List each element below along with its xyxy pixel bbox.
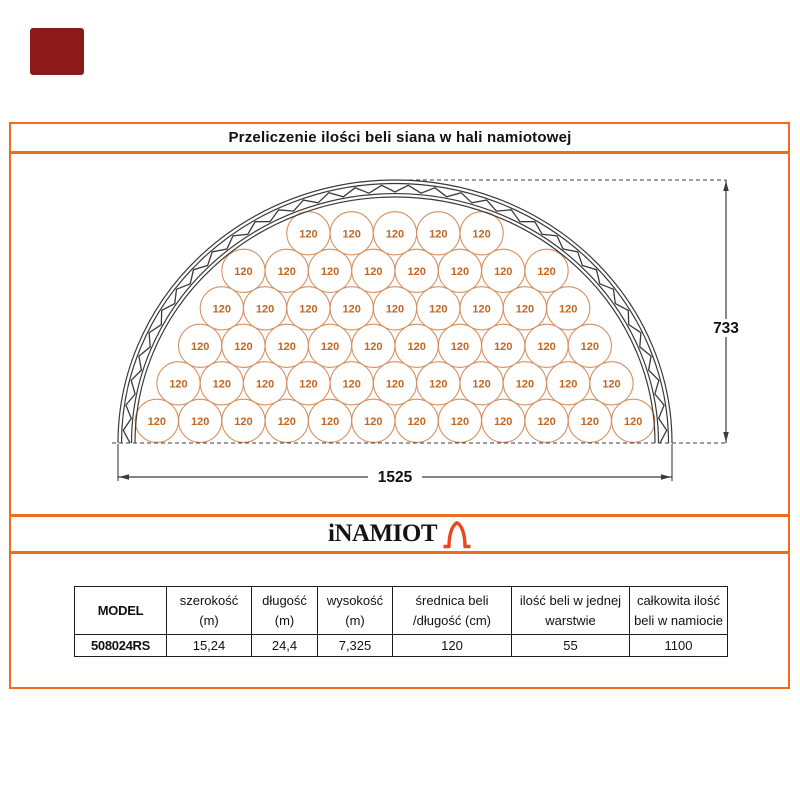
hay-bale-label: 120: [299, 228, 318, 241]
hay-bale-label: 120: [342, 228, 361, 241]
hay-bale-label: 120: [364, 340, 383, 353]
hay-bale-label: 120: [450, 265, 470, 278]
hay-bale-label: 120: [255, 303, 275, 316]
header-unit: (m): [199, 612, 219, 628]
hay-bale-label: 120: [537, 340, 556, 353]
spec-table: [74, 586, 728, 657]
brand-bar: [9, 518, 791, 550]
hay-bale-label: 120: [212, 303, 231, 316]
hay-bale-label: 120: [515, 378, 535, 391]
header-unit: (m): [345, 612, 365, 628]
hay-bale-label: 120: [602, 378, 621, 391]
hay-bale-label: 120: [190, 340, 210, 353]
header-cell: [630, 587, 728, 635]
hay-bale-label: 120: [234, 415, 253, 428]
hay-bale-label: 120: [234, 340, 253, 353]
data-cell: 1100: [630, 635, 728, 657]
arrowhead-up: [723, 181, 729, 191]
hay-bale-label: 120: [429, 228, 448, 241]
hay-bale-label: 120: [299, 378, 318, 391]
hay-bale-label: 120: [472, 303, 491, 316]
hay-bale-label: 120: [537, 265, 556, 278]
header-unit: beli w namiocie: [634, 612, 723, 628]
header-cell: [252, 587, 318, 635]
header-label: szerokość: [179, 592, 239, 608]
hay-bale-label: 120: [190, 415, 210, 428]
header-cell: [318, 587, 393, 635]
hay-bale-label: 120: [342, 378, 361, 391]
header-label: ilość beli w jednej: [519, 592, 622, 608]
hay-bale-label: 120: [277, 415, 296, 428]
hay-bale-label: 120: [515, 303, 535, 316]
header-label: średnica beli: [415, 592, 489, 608]
page-title: Przeliczenie ilości beli siana w hali namiotowej: [228, 129, 572, 146]
width-dim-label: 1525: [377, 469, 413, 486]
hay-bale-label: 120: [407, 340, 426, 353]
header-cell-model: [75, 587, 167, 635]
hay-bale-label: 120: [559, 378, 578, 391]
brand-name: iNAMIOT: [328, 520, 437, 547]
data-cell: 24,4: [252, 635, 318, 657]
hay-bale-label: 120: [385, 228, 405, 241]
header-label: długość: [262, 592, 307, 608]
hay-bale-label: 120: [234, 265, 253, 278]
table-header-row: [75, 587, 728, 635]
data-cell: 55: [512, 635, 630, 657]
hay-bale-label: 120: [169, 378, 188, 391]
hay-bale-label: 120: [472, 378, 491, 391]
hay-bale-label: 120: [385, 378, 405, 391]
header-cell: [167, 587, 252, 635]
data-cell: 15,24: [167, 635, 252, 657]
height-dim-label: 733: [713, 320, 739, 337]
hay-bale-label: 120: [429, 378, 448, 391]
hay-bale-label: 120: [407, 265, 426, 278]
data-cell: 7,325: [318, 635, 393, 657]
hay-bale-label: 120: [320, 265, 340, 278]
hay-bale-label: 120: [494, 415, 513, 428]
hay-bale-label: 120: [429, 303, 448, 316]
hay-bale-label: 120: [580, 340, 600, 353]
hay-bale-label: 120: [494, 340, 513, 353]
hay-bale-label: 120: [364, 265, 383, 278]
header-unit: /długość (cm): [412, 612, 492, 628]
hay-bale-label: 120: [407, 415, 426, 428]
hay-bale-label: 120: [277, 265, 296, 278]
hay-bale-label: 120: [559, 303, 578, 316]
hay-bale-label: 120: [212, 378, 231, 391]
data-cell-model: 508024RS: [75, 635, 167, 657]
tent-arch-icon: [442, 521, 472, 549]
header-cell: [512, 587, 630, 635]
hay-bale-label: 120: [277, 340, 296, 353]
hay-bale-label: 120: [472, 228, 491, 241]
hay-bale-label: 120: [537, 415, 556, 428]
hay-bale-label: 120: [320, 340, 340, 353]
header-unit: warstwie: [545, 612, 596, 628]
arrowhead-left: [119, 474, 129, 480]
hay-bale-label: 120: [450, 415, 470, 428]
arrowhead-down: [723, 432, 729, 442]
hay-bale-label: 120: [623, 415, 643, 428]
hay-bale-label: 120: [364, 415, 383, 428]
table-data-row: [75, 635, 728, 657]
arrowhead-right: [661, 474, 671, 480]
hay-bale-label: 120: [320, 415, 340, 428]
header-unit: (m): [274, 612, 295, 628]
header-label: wysokość: [326, 592, 384, 608]
hay-bale-label: 120: [450, 340, 470, 353]
header-label: całkowita ilość: [636, 592, 721, 608]
hay-bale-label: 120: [580, 415, 600, 428]
data-cell: 120: [393, 635, 512, 657]
hay-bale-label: 120: [147, 415, 167, 428]
header-label: MODEL: [97, 602, 144, 618]
hay-bale-label: 120: [385, 303, 405, 316]
hay-bale-label: 120: [299, 303, 318, 316]
hay-bale-label: 120: [255, 378, 275, 391]
header-cell: [393, 587, 512, 635]
hay-bale-label: 120: [494, 265, 513, 278]
hay-bale-label: 120: [342, 303, 361, 316]
